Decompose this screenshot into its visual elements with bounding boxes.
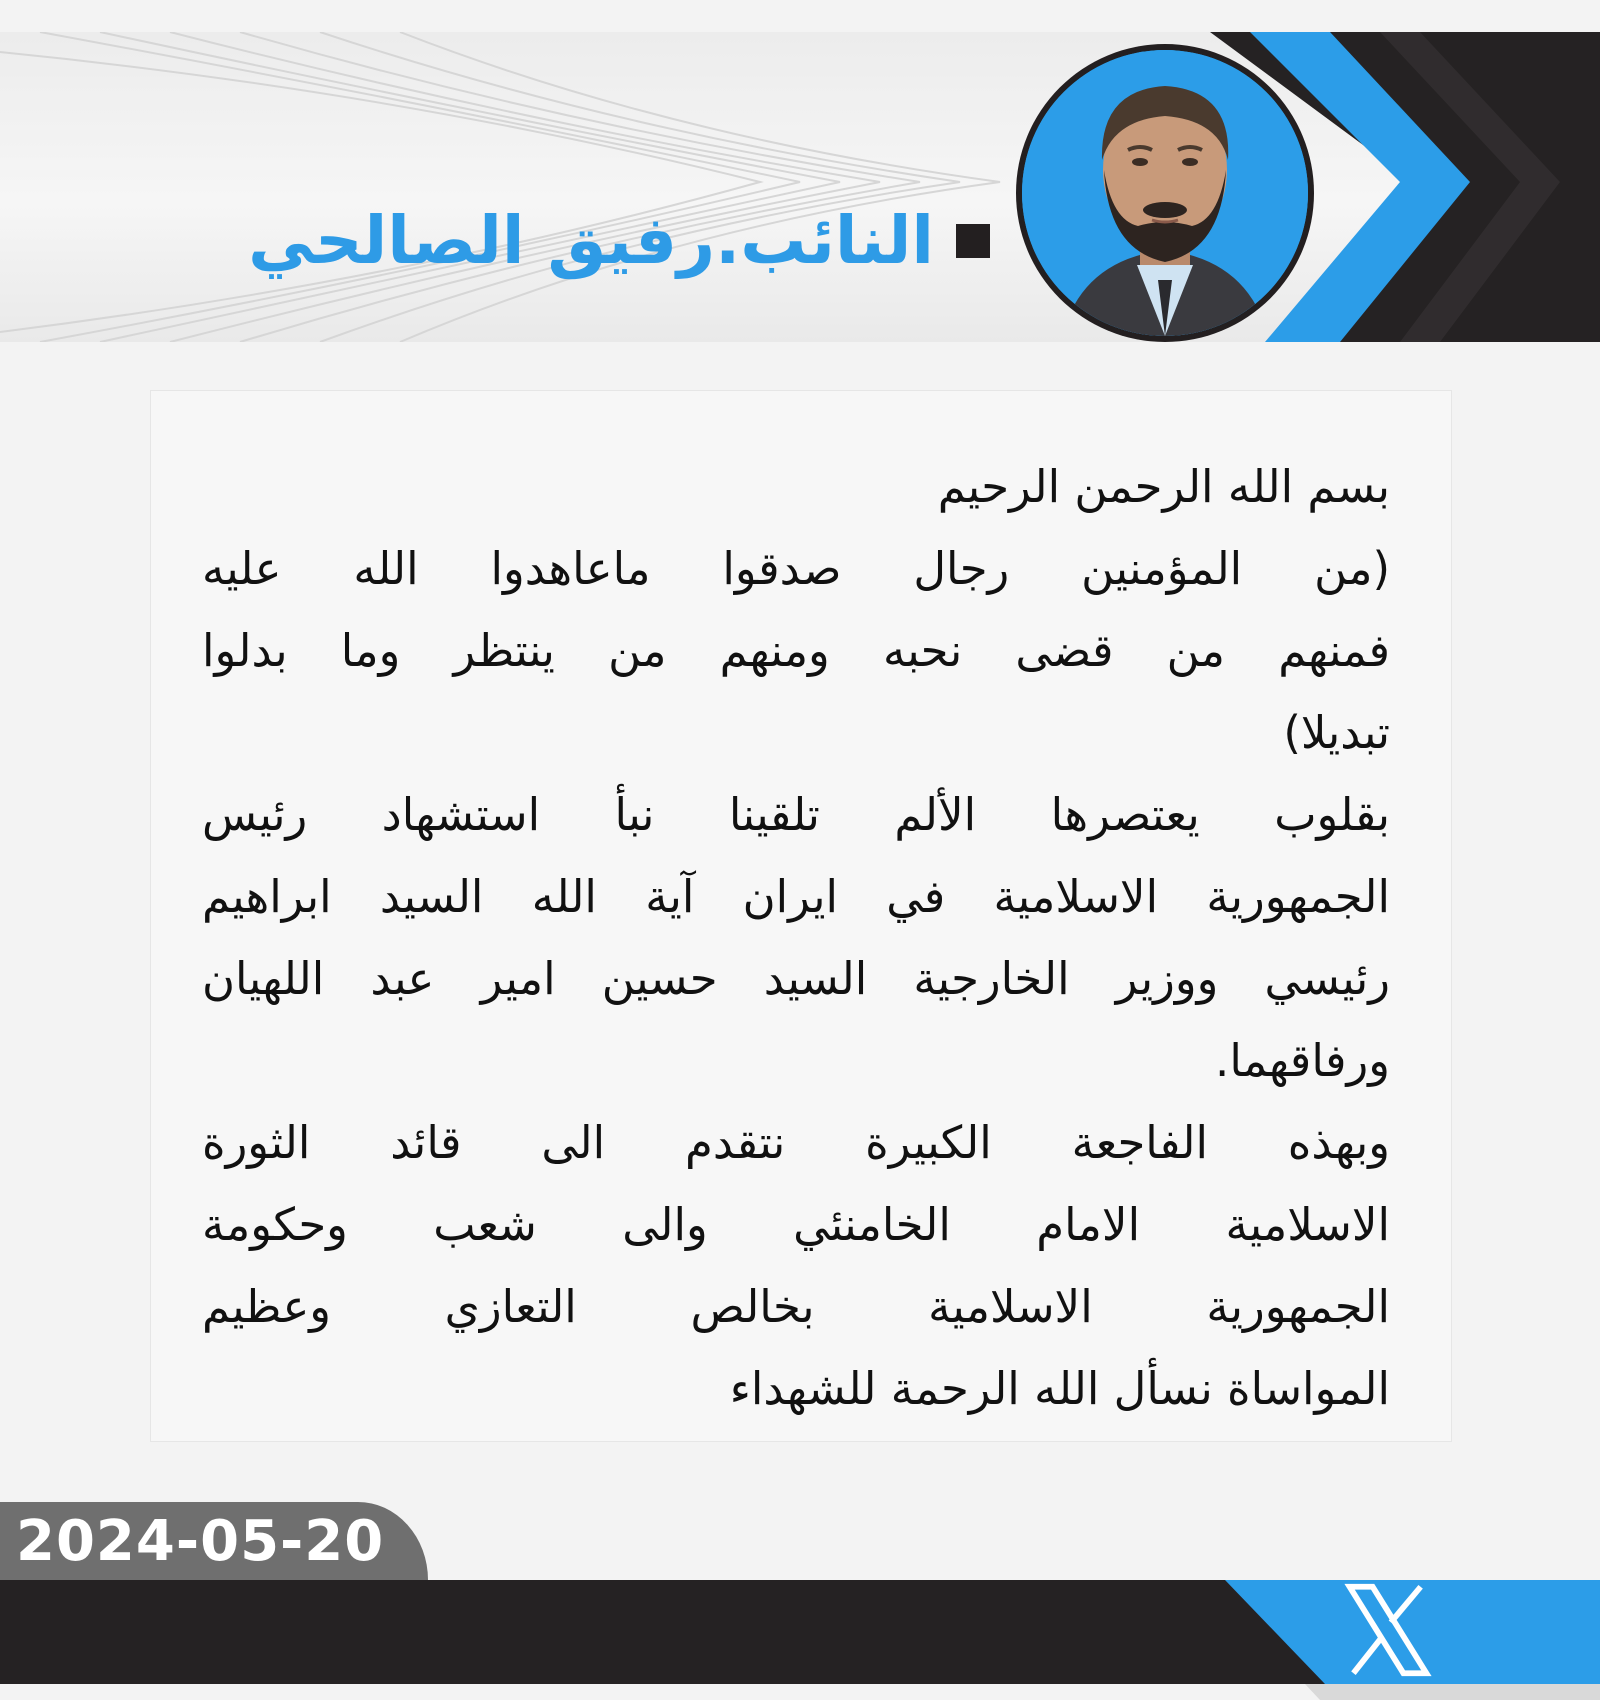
bullet-square-icon xyxy=(956,224,990,258)
author-name: النائب.رفيق الصالحي xyxy=(248,202,934,279)
footer-bar xyxy=(0,1580,1600,1700)
message-line: تبديلا) xyxy=(1283,706,1390,759)
message-line: المواساة نسأل الله الرحمة للشهداء xyxy=(729,1362,1390,1415)
author-name-row xyxy=(248,202,990,279)
message-line: وبهذه الفاجعة الكبيرة نتقدم الى قائد الثورة xyxy=(202,1116,1390,1169)
message-line: ورفاقهما. xyxy=(1215,1034,1390,1087)
message-line: بقلوب يعتصرها الألم تلقينا نبأ استشهاد رئيس xyxy=(202,788,1390,841)
person-portrait-icon xyxy=(1022,50,1308,336)
x-logo-icon[interactable] xyxy=(1340,1582,1436,1678)
message-line: بسم الله الرحمن الرحيم xyxy=(937,460,1390,513)
header-banner xyxy=(0,32,1600,342)
message-line: الجمهورية الاسلامية في ايران آية الله السيد ابراهيم xyxy=(202,870,1390,923)
post-date: 2024-05-20 xyxy=(16,1509,385,1574)
author-avatar xyxy=(1016,44,1314,342)
header-dark-chevron xyxy=(0,32,1600,342)
message-line: فمنهم من قضى نحبه ومنهم من ينتظر وما بدلوا xyxy=(202,624,1390,677)
message-line: (من المؤمنين رجال صدقوا ماعاهدوا الله عليه xyxy=(202,542,1390,595)
message-line: الاسلامية الامام الخامنئي والى شعب وحكومة xyxy=(202,1198,1390,1251)
condolence-message xyxy=(202,446,1390,1430)
message-line: الجمهورية الاسلامية بخالص التعازي وعظيم xyxy=(202,1280,1390,1333)
message-line: رئيسي ووزير الخارجية السيد حسين امير عبد اللهيان xyxy=(202,952,1390,1005)
avatar-photo xyxy=(1022,50,1308,336)
